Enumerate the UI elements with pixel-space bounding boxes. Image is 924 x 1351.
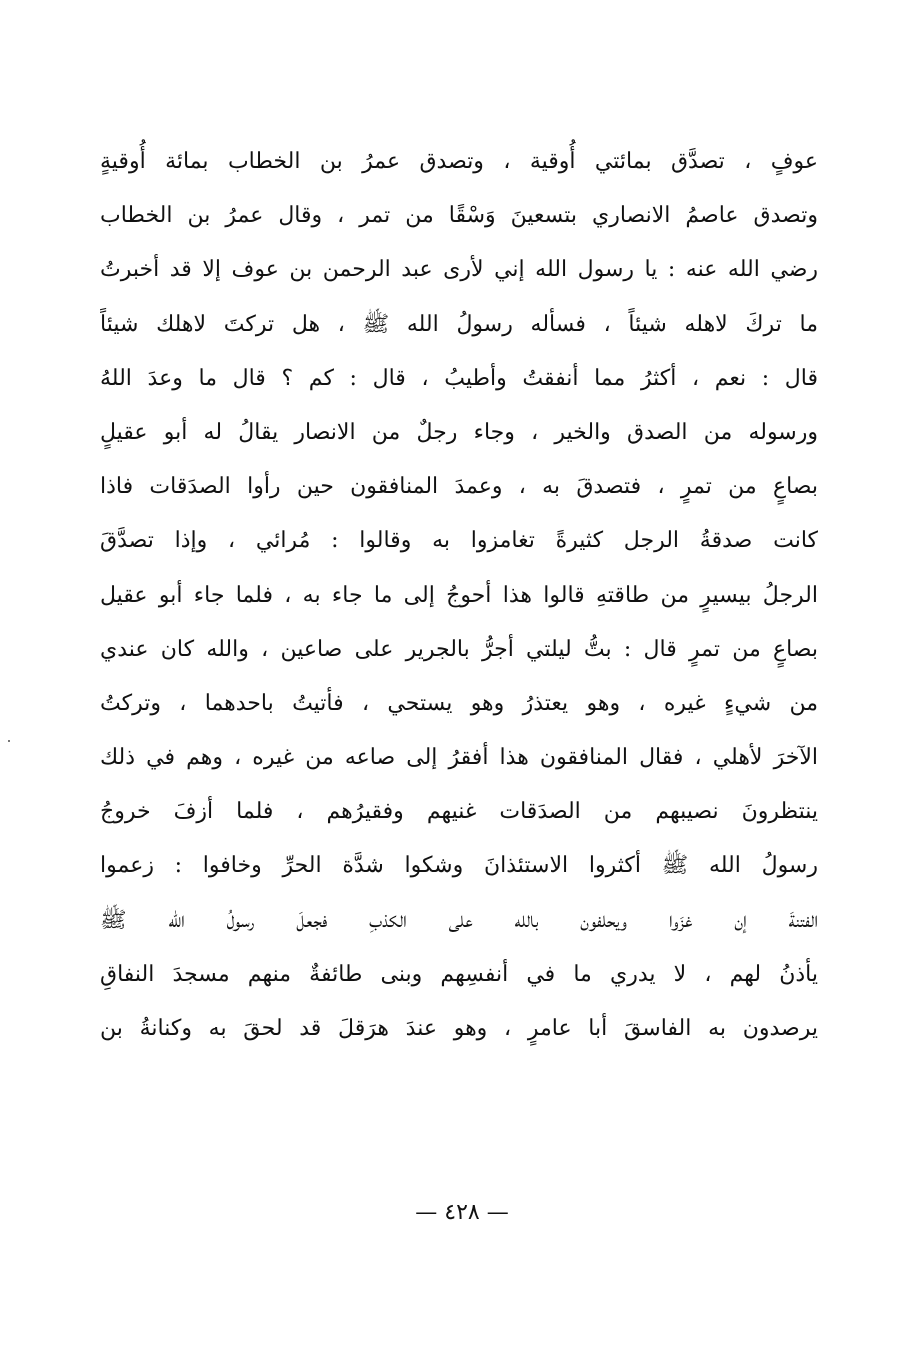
text-line: بصاعٍ من تمرٍ ، فتصدقَ به ، وعمدَ المنافقون حين رأوا الصدَقات فاذا: [100, 474, 818, 500]
text-line: ما تركَ لاهله شيئاً ، فسأله رسولُ الله ﷺ ، هل تركتَ لاهلك شيئاً: [100, 311, 818, 337]
text-line: بصاعٍ من تمرٍ قال : بتُّ ليلتي أجرُّ بالجرير على صاعين ، والله كان عندي: [100, 636, 818, 662]
text-line: من شيءٍ غيره ، وهو يعتذرُ وهو يستحي ، فأتيتُ باحدهما ، وتركتُ: [100, 690, 818, 716]
page-number: — ٤٢٨ —: [415, 1200, 509, 1225]
text-line: يأذنُ لهم ، لا يدري ما في أنفسِهم وبنى طائفةٌ منهم مسجدَ النفاقِ: [100, 961, 818, 987]
text-line: الآخرَ لأهلي ، فقال المنافقون هذا أفقرُ إلى صاعه من غيره ، وهم في ذلك: [100, 745, 818, 771]
text-line: رسولُ الله ﷺ أكثروا الاستئذانَ وشكوا شدَّة الحرِّ وخافوا : زعموا: [100, 853, 818, 879]
text-line: رضي الله عنه : يا رسول الله إني لأرى عبد الرحمن بن عوف إلا قد أخبرتُ: [100, 257, 818, 283]
text-line: وتصدق عاصمُ الانصاري بتسعينَ وَسْقًا من تمر ، وقال عمرُ بن الخطاب: [100, 203, 818, 229]
text-line: عوفٍ ، تصدَّق بمائتي أُوقية ، وتصدق عمرُ بن الخطاب بمائة أُوقيةٍ: [100, 149, 818, 174]
body-text: [100, 135, 818, 1056]
text-line: ينتظرونَ نصيبهم من الصدَقات غنيهم وفقيرُهم ، فلما أزفَ خروجُ: [100, 799, 818, 825]
text-line: يرصدون به الفاسقَ أبا عامرٍ ، وهو عندَ هرَقلَ قد لحقَ به وكنانةُ بن: [100, 1016, 818, 1041]
text-line: قال : نعم ، أكثرُ مما أنفقتُ وأطيبُ ، قال : كم ؟ قال ما وعدَ اللهُ: [100, 365, 818, 391]
text-line: كانت صدقةُ الرجل كثيرةً تغامزوا به وقالوا : مُرائي ، وإذا تصدَّقَ: [100, 528, 818, 554]
text-line: الرجلُ بيسيرٍ من طاقتهِ قالوا هذا أحوجُ إلى ما جاء به ، فلما جاء أبو عقيل: [100, 582, 818, 608]
scan-speck: [8, 740, 10, 742]
text-line: ورسوله من الصدق والخير ، وجاء رجلٌ من الانصار يقالُ له أبو عقيلٍ: [100, 419, 818, 445]
text-line: الفتنةَ إن غزَوا ويحلفون بالله على الكذبِ فجعلَ رسولُ الله ﷺ: [100, 907, 818, 933]
